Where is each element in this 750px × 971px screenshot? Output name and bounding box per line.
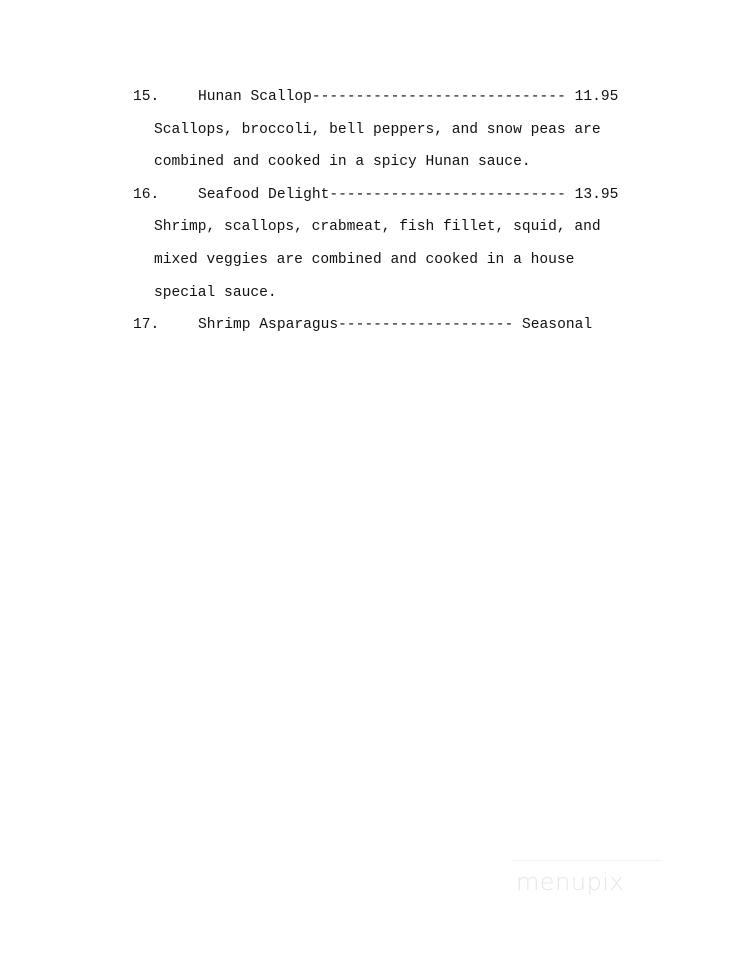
watermark-logo: menupix [516,868,625,896]
item-description-line: Scallops, broccoli, bell peppers, and snow peas are [154,121,601,138]
menu-item-seafood-delight [133,184,653,314]
item-number: 16. [133,186,160,203]
item-title-with-price: Seafood Delight--------------------------- 13.95 [198,186,619,203]
item-number: 15. [133,89,160,105]
item-title-line [133,184,653,217]
item-title-line [133,86,653,119]
item-title-with-price: Shrimp Asparagus-------------------- Seasonal [198,317,593,334]
item-description-line: mixed veggies are combined and cooked in a house [154,251,575,268]
item-description-line: Shrimp, scallops, crabmeat, fish fillet, squid, and [154,219,601,236]
item-description-line: special sauce. [154,284,277,301]
menu-list [133,86,653,347]
watermark-rule [512,860,662,861]
item-description-line: combined and cooked in a spicy Hunan sauce. [154,154,531,171]
item-number: 17. [133,317,160,334]
menu-item-hunan-scallop [133,86,653,184]
item-title-with-price: Hunan Scallop----------------------------- 11.95 [198,89,619,105]
item-title-line [133,314,653,347]
menu-item-shrimp-asparagus [133,314,653,347]
